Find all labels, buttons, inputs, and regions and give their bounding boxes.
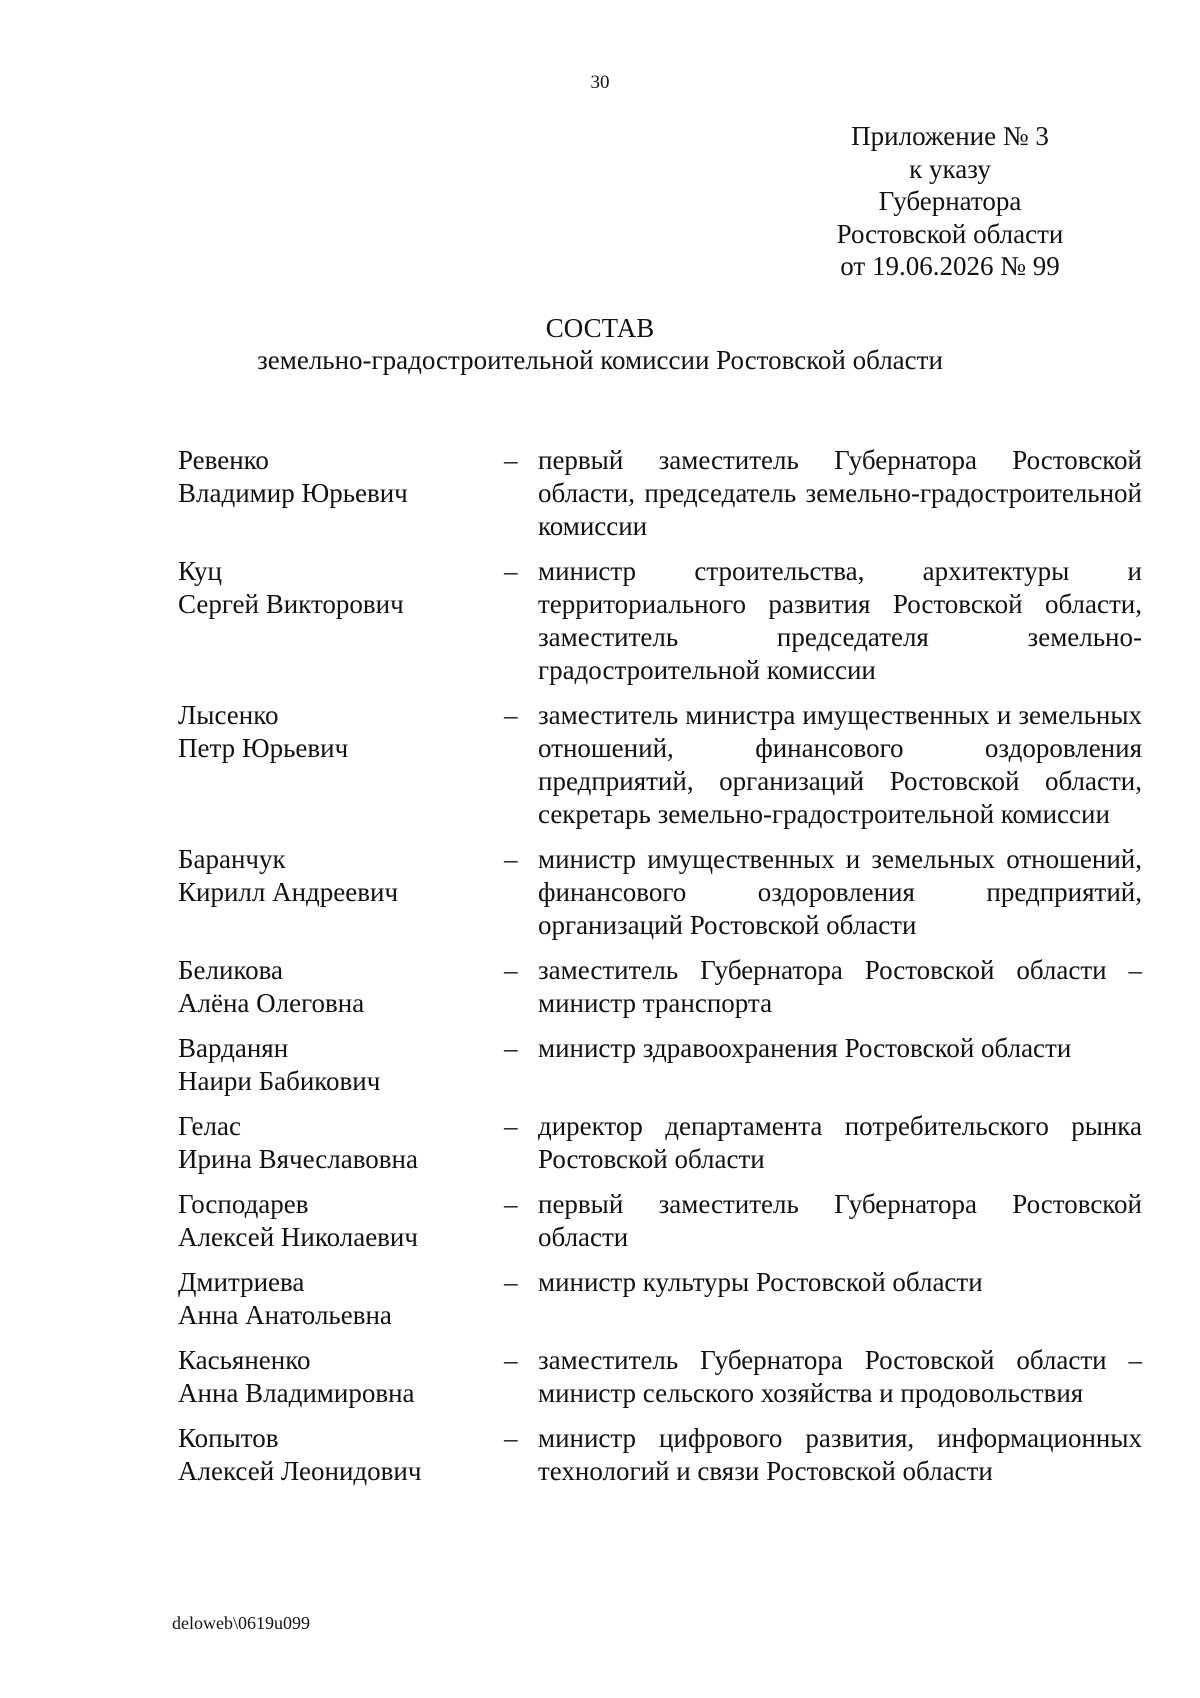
- member-given-name: Наири Бабикович: [178, 1066, 381, 1096]
- dash-separator: –: [504, 1345, 518, 1375]
- member-row: [178, 954, 1142, 1020]
- member-given-name: Алёна Олеговна: [178, 988, 365, 1018]
- appendix-line: к указу: [909, 153, 991, 184]
- appendix-line: Ростовской области: [836, 218, 1064, 249]
- member-given-name: Кирилл Андреевич: [178, 877, 399, 907]
- members-list: [178, 444, 1142, 1500]
- member-name: [178, 1110, 504, 1176]
- member-name: [178, 1188, 504, 1254]
- member-row: [178, 1032, 1142, 1098]
- member-given-name: Ирина Вячеславовна: [178, 1144, 418, 1174]
- member-given-name: Алексей Николаевич: [178, 1222, 418, 1252]
- title-subheading: земельно-градостроительной комиссии Ростовской области: [257, 345, 943, 375]
- member-surname: Лысенко: [178, 700, 279, 730]
- member-row: [178, 1422, 1142, 1488]
- member-surname: Баранчук: [178, 844, 286, 874]
- member-name: [178, 699, 504, 765]
- member-position: министр имущественных и земельных отношений, финансового оздоровления предприятий, организаций Ростовской области: [538, 844, 1142, 940]
- page-number: 30: [590, 72, 610, 93]
- member-given-name: Петр Юрьевич: [178, 733, 349, 763]
- member-name: [178, 1032, 504, 1098]
- dash-separator: –: [504, 955, 518, 985]
- appendix-header: [820, 120, 1080, 283]
- member-row: [178, 555, 1142, 687]
- member-surname: Варданян: [178, 1033, 289, 1063]
- member-position: министр цифрового развития, информационных технологий и связи Ростовской области: [538, 1423, 1142, 1486]
- dash-separator: –: [504, 445, 518, 475]
- member-position: министр строительства, архитектуры и территориального развития Ростовской области, заместитель председателя земельно-градостроительной комиссии: [538, 556, 1142, 685]
- member-row: [178, 1266, 1142, 1332]
- member-name: [178, 1422, 504, 1488]
- appendix-line: Губернатора: [878, 186, 1022, 216]
- member-row: [178, 1344, 1142, 1410]
- appendix-line: Приложение № 3: [851, 121, 1049, 151]
- member-given-name: Владимир Юрьевич: [178, 478, 408, 508]
- dash-separator: –: [504, 1033, 518, 1063]
- member-name: [178, 843, 504, 909]
- member-surname: Господарев: [178, 1189, 309, 1219]
- member-surname: Куц: [178, 556, 222, 586]
- member-position: заместитель Губернатора Ростовской области – министр сельского хозяйства и продовольствия: [538, 1345, 1142, 1408]
- member-surname: Копытов: [178, 1423, 279, 1453]
- dash-separator: –: [504, 556, 518, 586]
- member-name: [178, 555, 504, 621]
- dash-separator: –: [504, 700, 518, 730]
- dash-separator: –: [504, 844, 518, 874]
- member-surname: Беликова: [178, 955, 284, 985]
- document-title: [0, 312, 1200, 376]
- member-position: министр культуры Ростовской области: [538, 1267, 983, 1297]
- member-row: [178, 444, 1142, 543]
- member-row: [178, 699, 1142, 831]
- member-row: [178, 1110, 1142, 1176]
- dash-separator: –: [504, 1111, 518, 1141]
- member-name: [178, 1344, 504, 1410]
- member-surname: Ревенко: [178, 445, 269, 475]
- member-position: директор департамента потребительского рынка Ростовской области: [538, 1111, 1142, 1174]
- member-given-name: Анна Анатольевна: [178, 1300, 392, 1330]
- member-given-name: Анна Владимировна: [178, 1378, 415, 1408]
- member-given-name: Сергей Викторович: [178, 589, 404, 619]
- member-name: [178, 954, 504, 1020]
- dash-separator: –: [504, 1189, 518, 1219]
- member-surname: Гелас: [178, 1111, 241, 1141]
- appendix-line: от 19.06.2026 № 99: [840, 251, 1060, 281]
- dash-separator: –: [504, 1423, 518, 1453]
- title-heading: СОСТАВ: [545, 313, 655, 343]
- document-footer-code: deloweb\0619u099: [172, 1613, 310, 1633]
- member-position: заместитель министра имущественных и земельных отношений, финансового оздоровления предприятий, организаций Ростовской области, секретарь земельно-градостроительной комиссии: [538, 700, 1142, 829]
- dash-separator: –: [504, 1267, 518, 1297]
- member-row: [178, 1188, 1142, 1254]
- member-surname: Касьяненко: [178, 1345, 311, 1375]
- member-position: первый заместитель Губернатора Ростовской области: [538, 1189, 1142, 1252]
- member-position: министр здравоохранения Ростовской области: [538, 1033, 1072, 1063]
- member-name: [178, 1266, 504, 1332]
- member-position: первый заместитель Губернатора Ростовской области, председатель земельно-градостроительной комиссии: [538, 445, 1142, 541]
- member-row: [178, 843, 1142, 942]
- member-given-name: Алексей Леонидович: [178, 1456, 422, 1486]
- member-name: [178, 444, 504, 510]
- member-surname: Дмитриева: [178, 1267, 305, 1297]
- member-position: заместитель Губернатора Ростовской области – министр транспорта: [538, 955, 1142, 1018]
